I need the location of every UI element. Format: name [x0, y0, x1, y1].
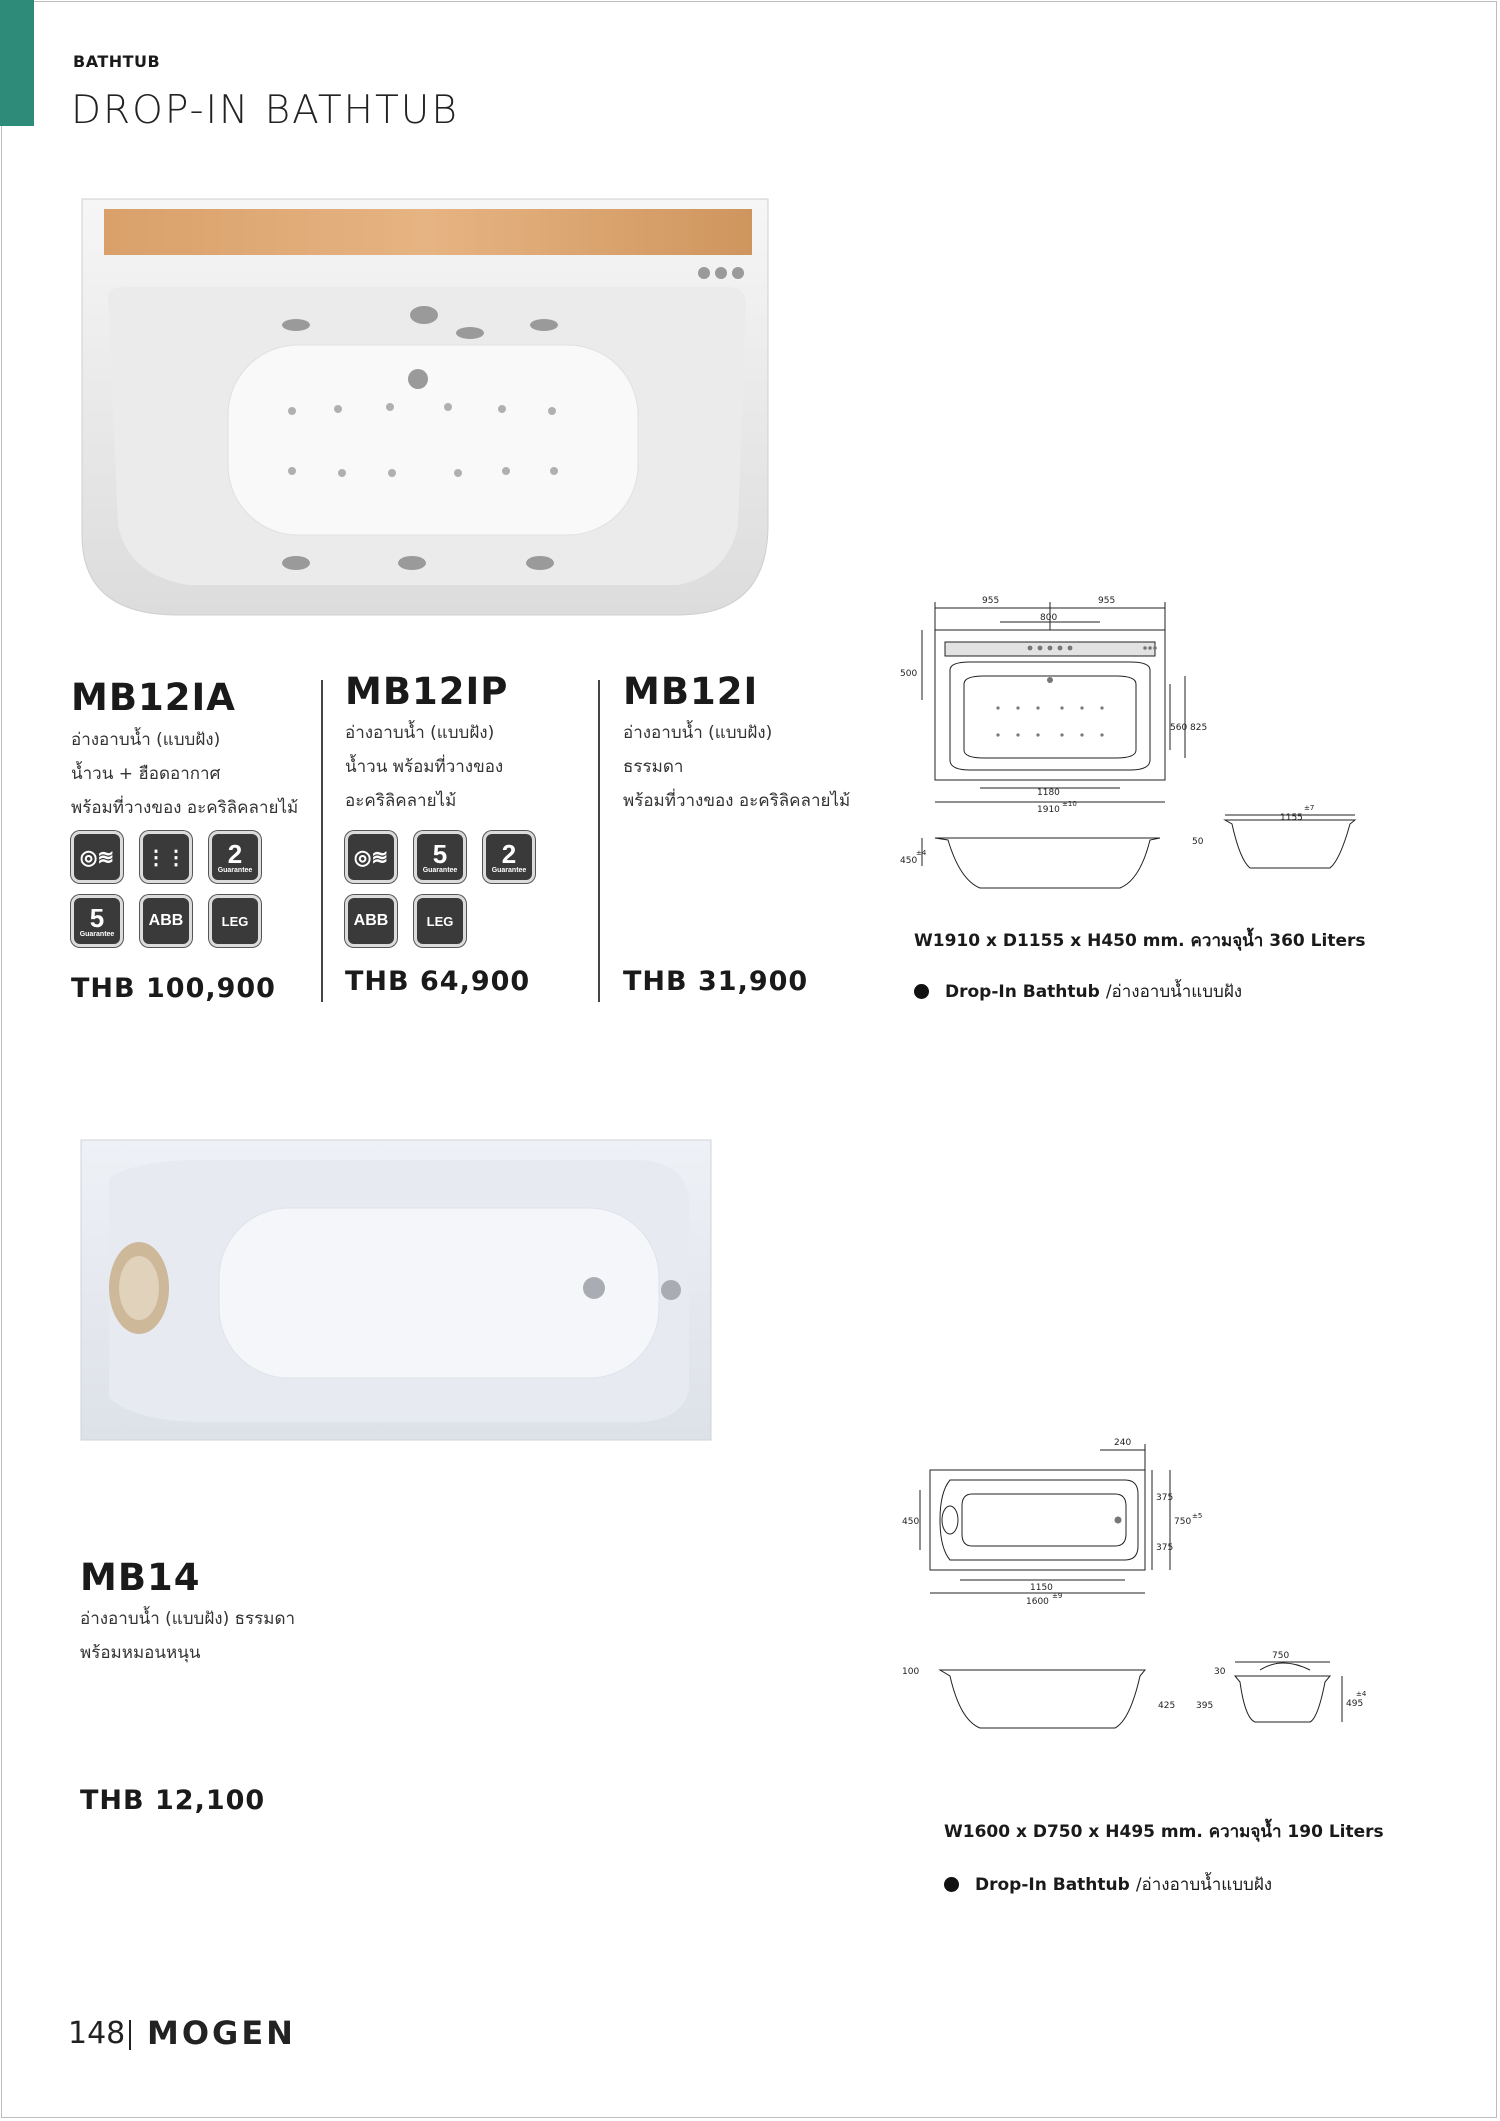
guarantee-2-number: 2 — [227, 838, 243, 869]
dim-label: 750 — [1174, 1517, 1192, 1527]
dim-label: 240 — [1114, 1438, 1132, 1448]
technical-drawing-mb14 — [900, 1430, 1370, 1770]
page-title: DROP-IN BATHTUB — [71, 88, 459, 133]
abb-icon — [140, 895, 192, 947]
spec-mb14: W1600 x D750 x H495 mm. ความจุน้ำ 190 Liters — [944, 1822, 1384, 1842]
category-label: BATHTUB — [73, 52, 161, 71]
dim-label: 100 — [902, 1667, 920, 1677]
guarantee-2-number: 2 — [501, 838, 517, 869]
model-mb12ia: MB12IA — [71, 676, 236, 719]
bathtub-photo-mb14 — [79, 1138, 714, 1443]
price-mb12ip: THB 64,900 — [345, 966, 531, 997]
type-bullet-mb14 — [944, 1871, 1272, 1898]
dim-tolerance: ±10 — [1062, 800, 1077, 808]
guarantee-5-year-icon — [414, 831, 466, 883]
model-mb12i: MB12I — [623, 670, 759, 713]
guarantee-5-number: 5 — [432, 838, 448, 869]
spec-mb12: W1910 x D1155 x H450 mm. ความจุน้ำ 360 Liters — [914, 931, 1366, 951]
dim-label: 375 — [1156, 1493, 1174, 1503]
dim-label: 450 — [902, 1517, 920, 1527]
type-th: /อ่างอาบน้ำแบบฝัง — [1135, 1875, 1273, 1895]
price-mb12i: THB 31,900 — [623, 966, 809, 997]
guarantee-5-number: 5 — [89, 902, 105, 933]
desc-line: อ่างอาบน้ำ (แบบฝัง) ธรรมดา — [80, 1609, 296, 1629]
model-mb12ip: MB12IP — [345, 670, 509, 713]
type-bullet-mb12 — [914, 978, 1242, 1005]
column-divider — [321, 680, 323, 1002]
dim-label: 500 — [900, 669, 918, 679]
column-divider — [598, 680, 600, 1002]
dim-label: 450 — [900, 856, 918, 866]
desc-line: น้ำวน พร้อมที่วางของ — [345, 757, 504, 777]
dim-label: 495 — [1346, 1699, 1364, 1709]
adjustable-leg-icon — [414, 895, 466, 947]
brand-logo: MOGEN — [147, 2014, 296, 2052]
dim-tolerance: ±4 — [916, 849, 927, 857]
dim-label: 1150 — [1030, 1583, 1053, 1593]
desc-line: พร้อมที่วางของ อะคริลิคลายไม้ — [623, 791, 851, 811]
dim-label: 825 — [1190, 723, 1208, 733]
airpool-jet-icon: ⋮⋮ — [140, 831, 192, 883]
desc-line: อ่างอาบน้ำ (แบบฝัง) — [623, 723, 773, 743]
guarantee-word: Guarantee — [217, 866, 253, 874]
desc-line: พร้อมที่วางของ อะคริลิคลายไม้ — [71, 798, 299, 818]
dim-tolerance: ±4 — [1356, 1690, 1367, 1698]
whirlpool-jet-icon: ◎≋ — [71, 831, 123, 883]
technical-drawing-mb12 — [900, 590, 1370, 910]
bullet-dot — [944, 1877, 959, 1892]
leg-label: LEG — [426, 913, 454, 929]
abb-label: ABB — [353, 912, 389, 929]
desc-line: น้ำวน + ฮือดอากาศ — [71, 764, 221, 784]
desc-mb12i — [623, 716, 850, 818]
desc-mb14 — [80, 1602, 295, 1670]
type-th: /อ่างอาบน้ำแบบฝัง — [1105, 982, 1243, 1002]
dim-label: 395 — [1196, 1701, 1214, 1711]
dim-tolerance: ±7 — [1304, 804, 1315, 812]
dim-label: 1600 — [1026, 1597, 1049, 1607]
price-mb12ia: THB 100,900 — [71, 973, 276, 1004]
footer-divider — [129, 2020, 131, 2050]
dim-label: 800 — [1040, 613, 1058, 623]
model-mb14: MB14 — [80, 1556, 201, 1599]
dim-label: 1155 — [1280, 813, 1303, 823]
guarantee-5-year-icon — [71, 895, 123, 947]
desc-line: อ่างอาบน้ำ (แบบฝัง) — [345, 723, 495, 743]
desc-line: อะคริลิคลายไม้ — [345, 791, 457, 811]
desc-line: พร้อมหมอนหนุน — [80, 1643, 201, 1663]
adjustable-leg-icon — [209, 895, 261, 947]
type-en: Drop-In Bathtub — [945, 981, 1100, 1002]
dim-label: 50 — [1192, 837, 1204, 847]
dim-label: 375 — [1156, 1543, 1174, 1553]
dim-tolerance: ±5 — [1192, 1512, 1203, 1520]
dim-label: 560 — [1170, 723, 1188, 733]
whirlpool-jet-icon: ◎≋ — [345, 831, 397, 883]
desc-mb12ip — [345, 716, 503, 818]
desc-mb12ia — [71, 723, 298, 825]
guarantee-2-year-icon — [483, 831, 535, 883]
leg-label: LEG — [221, 913, 249, 929]
guarantee-word: Guarantee — [422, 866, 458, 874]
price-mb14: THB 12,100 — [80, 1785, 266, 1816]
dim-label: 955 — [1098, 596, 1116, 606]
dim-label: 1180 — [1037, 788, 1060, 798]
bullet-dot — [914, 984, 929, 999]
guarantee-word: Guarantee — [79, 930, 115, 938]
guarantee-2-year-icon — [209, 831, 261, 883]
bathtub-photo-mb12 — [78, 195, 778, 620]
dim-label: 955 — [982, 596, 1000, 606]
dim-label: 1910 — [1037, 805, 1060, 815]
desc-line: ธรรมดา — [623, 757, 684, 777]
dim-label: 425 — [1158, 1701, 1176, 1711]
dim-tolerance: ±9 — [1052, 1592, 1063, 1600]
dim-label: 750 — [1272, 1651, 1290, 1661]
page-number: 148 — [68, 2016, 126, 2051]
type-en: Drop-In Bathtub — [975, 1874, 1130, 1895]
abb-label: ABB — [148, 912, 184, 929]
guarantee-word: Guarantee — [491, 866, 527, 874]
dim-label: 30 — [1214, 1667, 1226, 1677]
abb-icon — [345, 895, 397, 947]
section-color-tab — [0, 0, 34, 126]
desc-line: อ่างอาบน้ำ (แบบฝัง) — [71, 730, 221, 750]
